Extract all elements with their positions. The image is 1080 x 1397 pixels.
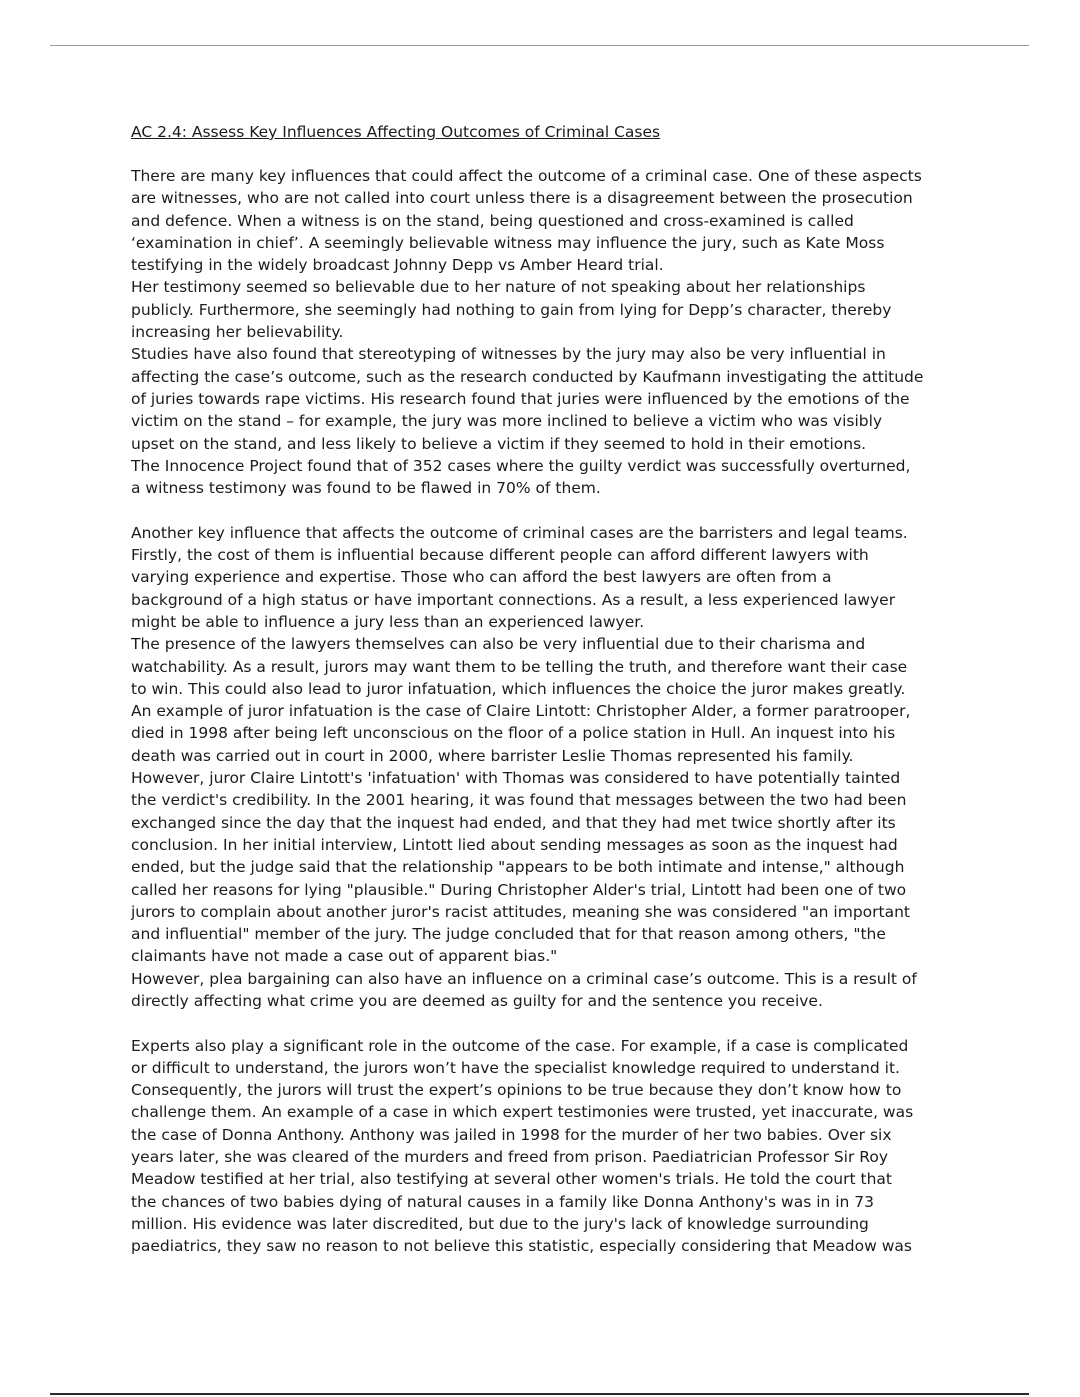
text-line: might be able to influence a jury less than an experienced lawyer. (131, 612, 645, 631)
paragraph-section (131, 1035, 961, 1258)
text-line: Studies have also found that stereotyping of witnesses by the jury may also be very influential in (131, 345, 886, 364)
text-line: of juries towards rape victims. His research found that juries were influenced by the emotions of the (131, 389, 910, 408)
text-line: or difficult to understand, the jurors won’t have the specialist knowledge required to understand it. (131, 1058, 900, 1077)
text-line: testifying in the widely broadcast Johnny Depp vs Amber Heard trial. (131, 256, 664, 275)
document-title: AC 2.4: Assess Key Influences Affecting Outcomes of Criminal Cases (131, 123, 661, 141)
text-line: challenge them. An example of a case in which expert testimonies were trusted, yet inaccurate, was (131, 1103, 914, 1122)
text-line: ended, but the judge said that the relationship "appears to be both intimate and intense," although (131, 858, 905, 877)
text-line: ‘examination in chief’. A seemingly believable witness may influence the jury, such as Kate Moss (131, 233, 885, 252)
text-line: upset on the stand, and less likely to believe a victim if they seemed to hold in their emotions. (131, 434, 867, 453)
text-line: An example of juror infatuation is the case of Claire Lintott: Christopher Alder, a former paratrooper, (131, 702, 911, 721)
text-line: paediatrics, they saw no reason to not believe this statistic, especially considering that Meadow was (131, 1237, 912, 1256)
text-line: conclusion. In her initial interview, Lintott lied about sending messages as soon as the inquest had (131, 835, 898, 854)
text-line: called her reasons for lying "plausible." During Christopher Alder's trial, Lintott had been one of two (131, 880, 907, 899)
text-line: However, plea bargaining can also have an influence on a criminal case’s outcome. This is a result of (131, 969, 917, 988)
text-line: Her testimony seemed so believable due to her nature of not speaking about her relationships (131, 278, 866, 297)
text-line: The presence of the lawyers themselves can also be very influential due to their charisma and (131, 635, 866, 654)
text-line: and defence. When a witness is on the stand, being questioned and cross-examined is called (131, 211, 854, 230)
footer-rule (50, 1393, 1029, 1395)
header-rule (50, 45, 1029, 46)
text-line: watchability. As a result, jurors may want them to be telling the truth, and therefore want their case (131, 657, 908, 676)
text-line: varying experience and expertise. Those who can afford the best lawyers are often from a (131, 568, 832, 587)
text-line: are witnesses, who are not called into court unless there is a disagreement between the prosecution (131, 189, 913, 208)
text-line: the verdict's credibility. In the 2001 hearing, it was found that messages between the two had been (131, 791, 907, 810)
text-line: the case of Donna Anthony. Anthony was jailed in 1998 for the murder of her two babies. Over six (131, 1125, 892, 1144)
text-line: Another key influence that affects the outcome of criminal cases are the barristers and legal teams. (131, 523, 908, 542)
text-line: died in 1998 after being left unconscious on the floor of a police station in Hull. An inquest into his (131, 724, 896, 743)
paragraph-section (131, 522, 961, 1013)
text-line: death was carried out in court in 2000, where barrister Leslie Thomas represented his family. (131, 746, 854, 765)
text-line: Consequently, the jurors will trust the expert’s opinions to be true because they don’t know how to (131, 1081, 902, 1100)
paragraph-section (131, 165, 961, 499)
document-sections (131, 165, 961, 1258)
text-line: background of a high status or have important connections. As a result, a less experienced lawyer (131, 590, 896, 609)
text-line: a witness testimony was found to be flawed in 70% of them. (131, 479, 601, 498)
text-line: However, juror Claire Lintott's 'infatuation' with Thomas was considered to have potentially tainted (131, 769, 901, 788)
text-line: claimants have not made a case out of apparent bias." (131, 947, 558, 966)
text-line: affecting the case’s outcome, such as the research conducted by Kaufmann investigating the attitude (131, 367, 924, 386)
text-line: exchanged since the day that the inquest had ended, and that they had met twice shortly after its (131, 813, 896, 832)
document-body (131, 121, 961, 1280)
text-line: increasing her believability. (131, 323, 344, 342)
text-line: The Innocence Project found that of 352 cases where the guilty verdict was successfully overturned, (131, 456, 911, 475)
text-line: There are many key influences that could affect the outcome of a criminal case. One of these aspects (131, 167, 922, 185)
text-line: and influential" member of the jury. The judge concluded that for that reason among others, "the (131, 925, 886, 944)
text-line: Experts also play a significant role in the outcome of the case. For example, if a case is complicated (131, 1036, 909, 1055)
text-line: the chances of two babies dying of natural causes in a family like Donna Anthony's was in in 73 (131, 1192, 875, 1211)
text-line: years later, she was cleared of the murders and freed from prison. Paediatrician Professor Sir Roy (131, 1148, 888, 1167)
text-line: Meadow testified at her trial, also testifying at several other women's trials. He told the court that (131, 1170, 892, 1189)
text-line: to win. This could also lead to juror infatuation, which influences the choice the juror makes greatly. (131, 679, 906, 698)
text-line: million. His evidence was later discredited, but due to the jury's lack of knowledge surrounding (131, 1214, 869, 1233)
text-line: jurors to complain about another juror's racist attitudes, meaning she was considered "an important (131, 902, 910, 921)
text-line: victim on the stand – for example, the jury was more inclined to believe a victim who was visibly (131, 412, 883, 431)
text-line: directly affecting what crime you are deemed as guilty for and the sentence you receive. (131, 991, 823, 1010)
text-line: Firstly, the cost of them is influential because different people can afford different lawyers with (131, 546, 869, 565)
text-line: publicly. Furthermore, she seemingly had nothing to gain from lying for Depp’s character, thereby (131, 300, 892, 319)
